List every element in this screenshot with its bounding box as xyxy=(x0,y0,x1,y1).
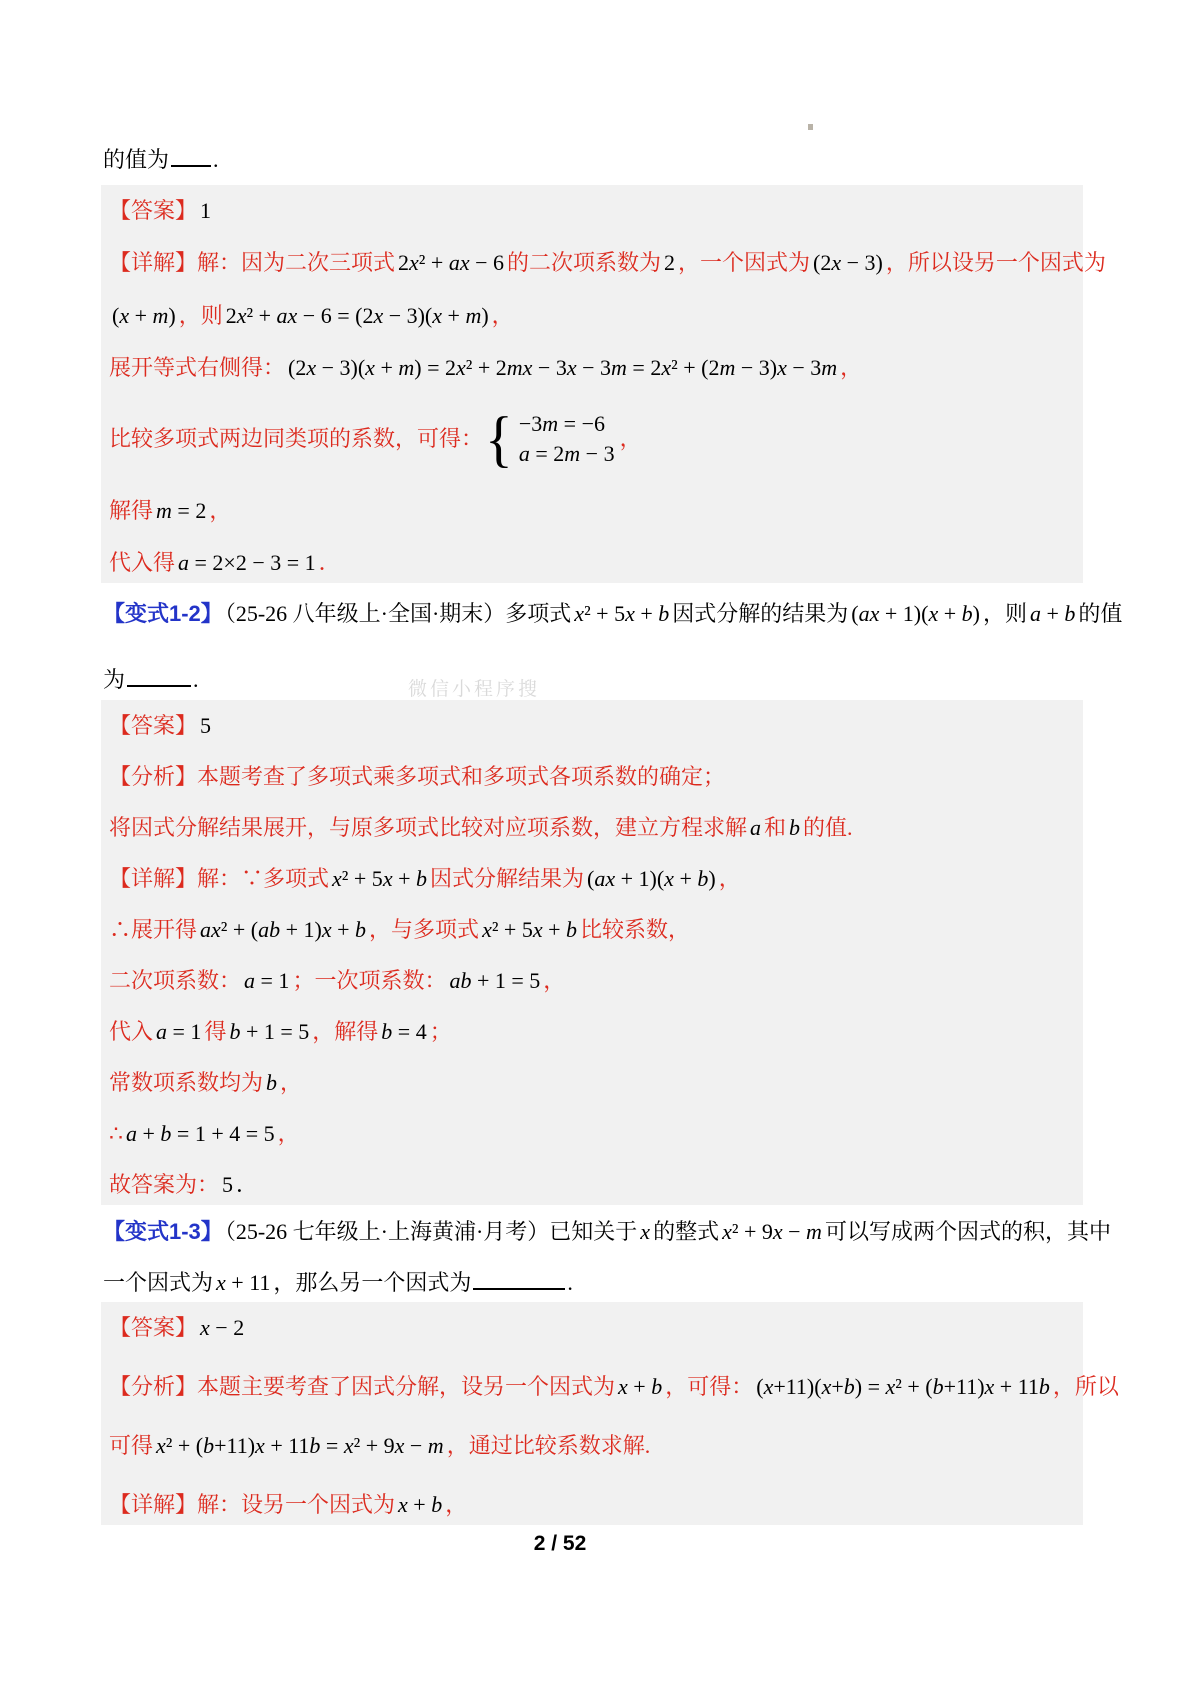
explanation-text: ， xyxy=(718,866,741,891)
text-segment: 为 xyxy=(103,667,126,692)
math-expression: x + 11 xyxy=(216,1270,271,1295)
math-expression: ax² + (ab + 1)x + b xyxy=(200,917,367,942)
explanation-text: 常数项系数均为 xyxy=(109,1070,264,1095)
section-label: 【详解】 xyxy=(109,866,198,891)
math-expression: b xyxy=(266,1070,278,1095)
text-segment: （25-26 七年级上·上海黄浦·月考）已知关于 xyxy=(224,1219,638,1244)
math-expression: a xyxy=(750,815,762,840)
solution-line xyxy=(109,763,1083,791)
explanation-text: ， xyxy=(543,968,566,993)
explanation-text: 比较系数， xyxy=(580,917,691,942)
math-expression: x² + (b+11)x + 11b = x² + 9x − m xyxy=(156,1433,444,1458)
text-segment: 的整式 xyxy=(653,1219,720,1244)
math-expression: 2x² + ax − 6 xyxy=(398,250,504,276)
solution-line xyxy=(109,302,1083,330)
explanation-text: ，一个因式为 xyxy=(678,250,811,276)
variant-label: 【变式1-2】 xyxy=(103,601,223,626)
solution-line xyxy=(109,1069,1083,1097)
solution-line xyxy=(109,497,1083,525)
math-expression: (2x − 3)(x + m) = 2x² + 2mx − 3x − 3m = 2x² + (2m − 3)x − 3m xyxy=(288,354,838,380)
solution-line xyxy=(109,197,1083,225)
math-expression: a = 1 xyxy=(244,968,290,993)
explanation-text: ∴展开得 xyxy=(109,917,198,942)
answer-blank xyxy=(127,667,191,687)
explanation-text: ， xyxy=(445,1492,468,1517)
answer-blank xyxy=(473,1270,565,1290)
solution-line xyxy=(109,354,1083,382)
explanation-text: 解：∵多项式 xyxy=(197,866,330,891)
page-number: 2 / 52 xyxy=(533,1532,587,1555)
explanation-text: ，则 xyxy=(178,302,223,328)
explanation-text: 解得 xyxy=(109,497,154,523)
answer-box-variant-1-1 xyxy=(101,185,1106,583)
math-expression: (2x − 3) xyxy=(813,250,883,276)
math-expression: a = 1 xyxy=(156,1019,202,1044)
solution-line xyxy=(109,1491,1083,1519)
text-segment: 一个因式为 xyxy=(103,1270,214,1295)
equation-system xyxy=(485,403,618,474)
explanation-text: 将因式分解结果展开，与原多项式比较对应项系数，建立方程求解 xyxy=(109,815,748,840)
question-variant-1-2-line-1 xyxy=(103,600,1122,628)
section-label: 【答案】 xyxy=(109,713,198,738)
explanation-text: ，解得 xyxy=(312,1019,379,1044)
explanation-text: 的值. xyxy=(803,815,853,840)
section-label: 【分析】 xyxy=(109,764,198,789)
question-variant-1-2-line-2 xyxy=(103,666,199,694)
solution-line xyxy=(109,712,1083,740)
explanation-text: 本题考查了多项式乘多项式和多项式各项系数的确定； xyxy=(197,764,726,789)
explanation-text: ， xyxy=(280,1070,303,1095)
text-segment: . xyxy=(193,667,199,692)
explanation-text: ， xyxy=(491,302,514,328)
text-segment: 的值为 xyxy=(103,147,170,172)
math-expression: (ax + 1)(x + b) xyxy=(851,601,980,626)
text-segment: ，则 xyxy=(982,601,1027,626)
math-expression: b xyxy=(789,815,801,840)
variant-label: 【变式1-3】 xyxy=(103,1219,223,1244)
math-expression: (ax + 1)(x + b) xyxy=(587,866,716,891)
text-segment: . xyxy=(213,147,219,172)
math-expression: (x+11)(x+b) = x² + (b+11)x + 11b xyxy=(756,1374,1050,1399)
explanation-text: ，可得： xyxy=(665,1374,754,1399)
math-expression: (x + m) xyxy=(112,302,176,328)
solution-line xyxy=(109,1432,1083,1460)
math-expression: x − 2 xyxy=(200,1315,245,1340)
text-segment: . xyxy=(567,1270,573,1295)
question-variant-1-3-line-1 xyxy=(103,1218,1111,1246)
math-expression: x² + 9x − m xyxy=(722,1219,822,1244)
math-expression: ab + 1 = 5 xyxy=(449,968,541,993)
answer-blank xyxy=(171,147,211,167)
equation-row: −3m = −6 xyxy=(518,411,605,437)
explanation-text: ；一次项系数： xyxy=(292,968,447,993)
explanation-text: ， xyxy=(277,1121,300,1146)
solution-line xyxy=(109,1120,1083,1148)
solution-line xyxy=(109,549,1083,577)
explanation-text: 可得 xyxy=(109,1433,154,1458)
math-expression: b + 1 = 5 xyxy=(229,1019,310,1044)
math-expression: m = 2 xyxy=(156,497,207,523)
explanation-text: ，通过比较系数求解. xyxy=(446,1433,651,1458)
explanation-text: 故答案为： xyxy=(109,1172,220,1197)
math-expression: 5 xyxy=(222,1172,234,1197)
explanation-text: 代入 xyxy=(109,1019,154,1044)
solution-line xyxy=(109,814,1083,842)
math-expression: x² + 5x + b xyxy=(332,866,427,891)
section-label: 【分析】 xyxy=(109,1374,198,1399)
math-expression: a = 2×2 − 3 = 1 xyxy=(178,549,316,575)
equation-row: a = 2m − 3 xyxy=(518,441,615,467)
page-artifact-speck xyxy=(808,124,813,130)
text-segment: 的值 xyxy=(1078,601,1123,626)
math-expression: x² + 5x + b xyxy=(482,917,578,942)
explanation-text: 解：因为二次三项式 xyxy=(197,250,396,276)
solution-line xyxy=(109,1171,1083,1199)
math-expression: x + b xyxy=(618,1374,663,1399)
explanation-text: 代入得 xyxy=(109,549,176,575)
math-expression: 2x² + ax − 6 = (2x − 3)(x + m) xyxy=(225,302,489,328)
explanation-text: ，与多项式 xyxy=(369,917,480,942)
text-segment: （25-26 八年级上·全国·期末）多项式 xyxy=(224,601,572,626)
answer-box-variant-1-3 xyxy=(101,1302,1119,1525)
equation-rows xyxy=(516,409,618,469)
section-label: 【答案】 xyxy=(109,1315,198,1340)
explanation-text: ，所以 xyxy=(1052,1374,1119,1399)
explanation-text: 解：设另一个因式为 xyxy=(197,1492,396,1517)
solution-line xyxy=(109,249,1106,277)
math-expression: x + b xyxy=(398,1492,443,1517)
explanation-text: ， xyxy=(840,354,863,380)
explanation-text: ， xyxy=(209,497,232,523)
explanation-text: ，所以设另一个因式为 xyxy=(885,250,1106,276)
text-segment: 可以写成两个因式的积，其中 xyxy=(824,1219,1111,1244)
section-label: 【详解】 xyxy=(109,250,198,276)
math-expression: b = 4 xyxy=(381,1019,427,1044)
solution-line xyxy=(109,865,1083,893)
math-expression: a + b xyxy=(1029,601,1076,626)
math-expression: 5 xyxy=(200,713,212,738)
math-expression: 2 xyxy=(664,250,676,276)
text-segment: ，那么另一个因式为 xyxy=(273,1270,472,1295)
explanation-text: 二次项系数： xyxy=(109,968,242,993)
question-tail-line xyxy=(103,146,219,174)
explanation-text: ； xyxy=(429,1019,452,1044)
explanation-text: 因式分解结果为 xyxy=(430,866,585,891)
solution-line xyxy=(109,1373,1119,1401)
math-expression: a + b = 1 + 4 = 5 xyxy=(126,1121,275,1146)
section-label: 【详解】 xyxy=(109,1492,198,1517)
answer-box-variant-1-2 xyxy=(101,700,1083,1205)
explanation-text: 和 xyxy=(764,815,787,840)
math-expression: 1 xyxy=(200,198,212,223)
explanation-text: ∴ xyxy=(109,1121,123,1146)
solution-line xyxy=(109,403,1083,474)
question-variant-1-3-line-2 xyxy=(103,1269,573,1297)
section-label: 【答案】 xyxy=(109,198,198,223)
math-expression: x xyxy=(640,1219,651,1244)
watermark-text: 微信小程序搜 xyxy=(408,679,541,700)
brace-glyph: { xyxy=(485,403,513,474)
explanation-text: ． xyxy=(318,549,341,575)
explanation-text: 比较多项式两边同类项的系数，可得： xyxy=(109,426,484,452)
explanation-text: ， xyxy=(619,426,642,452)
solution-line xyxy=(109,1018,1083,1046)
text-segment: 因式分解的结果为 xyxy=(672,601,849,626)
solution-line xyxy=(109,967,1083,995)
explanation-text: 的二次项系数为 xyxy=(507,250,662,276)
explanation-text: 本题主要考查了因式分解，设另一个因式为 xyxy=(197,1374,616,1399)
explanation-text: 展开等式右侧得： xyxy=(109,354,286,380)
solution-line xyxy=(109,1314,1083,1342)
explanation-text: 得 xyxy=(204,1019,227,1044)
text-segment: ． xyxy=(236,1172,259,1197)
math-expression: x² + 5x + b xyxy=(574,601,670,626)
solution-line xyxy=(109,916,1083,944)
